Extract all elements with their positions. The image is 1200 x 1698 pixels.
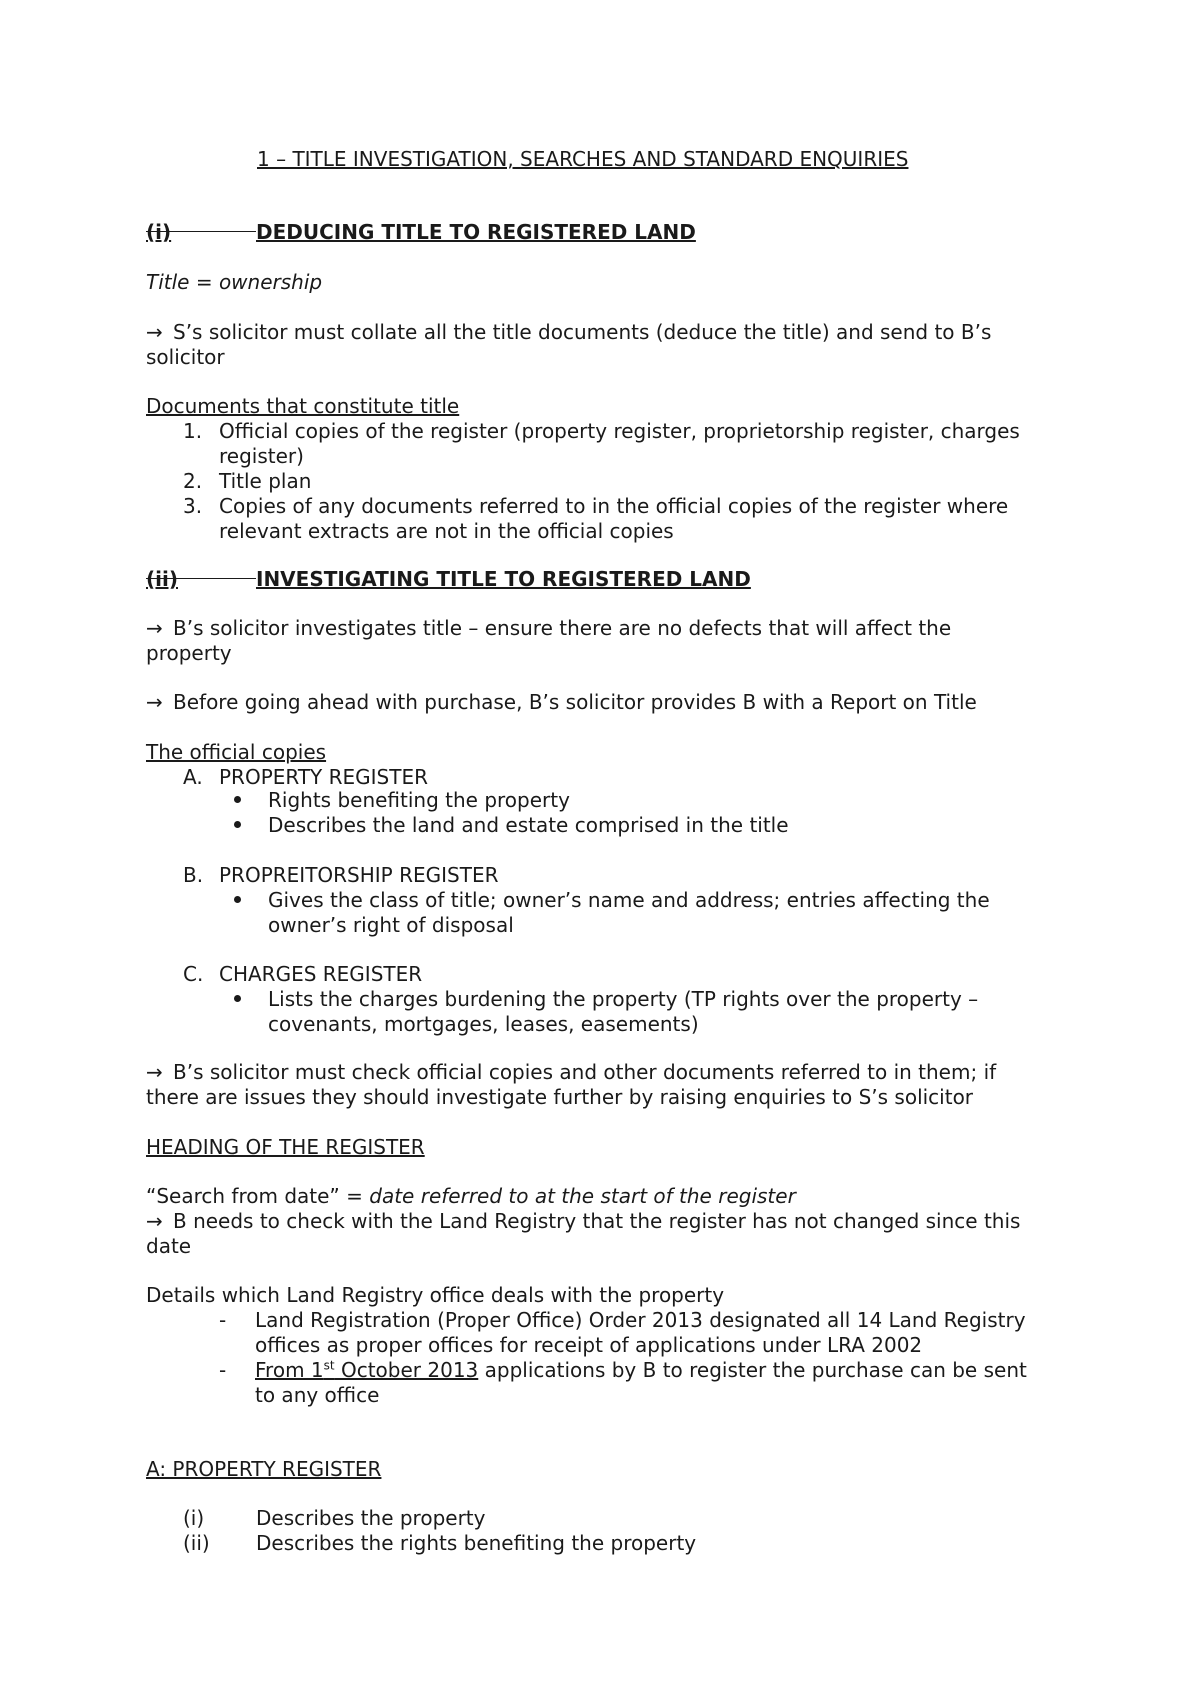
dash-icon: - [219, 1358, 227, 1382]
bullet-icon [234, 896, 241, 903]
list-item: Copies of any documents referred to in the official copies of the register where [219, 494, 1009, 518]
heading-underline-gap [146, 578, 256, 579]
bullet-text: Gives the class of title; owner’s name and address; entries affecting the [268, 888, 990, 912]
arrow-icon: → [146, 690, 163, 714]
section-i-number: (i) [146, 220, 172, 244]
dash-item: to any office [255, 1383, 380, 1407]
bullet-text: Describes the land and estate comprised in the title [268, 813, 789, 837]
arrow-icon: → [146, 1060, 163, 1084]
official-copies-heading: The official copies [146, 740, 327, 764]
paragraph-line: B’s solicitor must check official copies and other documents referred to in them; if [173, 1060, 997, 1084]
section-ii-heading: INVESTIGATING TITLE TO REGISTERED LAND [256, 567, 751, 591]
list-letter: A. [183, 765, 203, 789]
search-from-date-label: “Search from date” = [146, 1184, 370, 1208]
bullet-icon [234, 796, 241, 803]
paragraph-line: date [146, 1234, 192, 1258]
dash-item: offices as proper offices for receipt of applications under LRA 2002 [255, 1333, 923, 1357]
bullet-text: owner’s right of disposal [268, 913, 514, 937]
paragraph-line: there are issues they should investigate further by raising enquiries to S’s solicitor [146, 1085, 974, 1109]
paragraph-line: B needs to check with the Land Registry that the register has not changed since this [173, 1209, 1021, 1233]
date-text: From 1st October 2013 [255, 1358, 479, 1382]
paragraph-line: Before going ahead with purchase, B’s solicitor provides B with a Report on Title [173, 690, 977, 714]
register-title: CHARGES REGISTER [219, 962, 423, 986]
bullet-text: Rights benefiting the property [268, 788, 570, 812]
heading-underline-gap [146, 231, 256, 232]
list-number: (ii) [183, 1531, 210, 1555]
list-letter: C. [183, 962, 204, 986]
dash-icon: - [219, 1308, 227, 1332]
paragraph-line: B’s solicitor investigates title – ensure there are no defects that will affect the [173, 616, 952, 640]
paragraph-line: property [146, 641, 232, 665]
document-title: 1 – TITLE INVESTIGATION, SEARCHES AND STANDARD ENQUIRIES [257, 147, 909, 171]
list-number: 3. [183, 494, 203, 518]
register-title: PROPREITORSHIP REGISTER [219, 863, 499, 887]
bullet-text: Lists the charges burdening the property (TP rights over the property – [268, 987, 979, 1011]
register-title: PROPERTY REGISTER [219, 765, 429, 789]
arrow-icon: → [146, 1209, 163, 1233]
paragraph-line [146, 1184, 796, 1209]
list-item: relevant extracts are not in the official copies [219, 519, 674, 543]
list-item: Describes the property [256, 1506, 486, 1530]
bullet-icon [234, 995, 241, 1002]
bullet-text: covenants, mortgages, leases, easements) [268, 1012, 699, 1036]
title-definition: Title = ownership [146, 270, 323, 294]
arrow-icon: → [146, 616, 163, 640]
paragraph-line: Details which Land Registry office deals with the property [146, 1283, 725, 1307]
list-letter: B. [183, 863, 204, 887]
list-number: 1. [183, 419, 203, 443]
list-item: Describes the rights benefiting the property [256, 1531, 697, 1555]
heading-of-register: HEADING OF THE REGISTER [146, 1135, 425, 1159]
list-item: register) [219, 444, 304, 468]
dash-item: Land Registration (Proper Office) Order 2013 designated all 14 Land Registry [255, 1308, 1026, 1332]
list-number: 2. [183, 469, 203, 493]
paragraph-line: solicitor [146, 345, 225, 369]
dash-item: From 1st October 2013 applications by B to register the purchase can be sent [255, 1358, 1027, 1382]
list-item: Title plan [219, 469, 312, 493]
search-from-date-definition: date referred to at the start of the register [369, 1184, 796, 1208]
section-i-heading: DEDUCING TITLE TO REGISTERED LAND [256, 220, 696, 244]
arrow-icon: → [146, 320, 163, 344]
property-register-heading: A: PROPERTY REGISTER [146, 1457, 382, 1481]
documents-heading: Documents that constitute title [146, 394, 460, 418]
list-item: Official copies of the register (property register, proprietorship register, charges [219, 419, 1020, 443]
section-ii-number: (ii) [146, 567, 178, 591]
paragraph-line: S’s solicitor must collate all the title documents (deduce the title) and send to B’s [173, 320, 992, 344]
bullet-icon [234, 821, 241, 828]
list-number: (i) [183, 1506, 205, 1530]
